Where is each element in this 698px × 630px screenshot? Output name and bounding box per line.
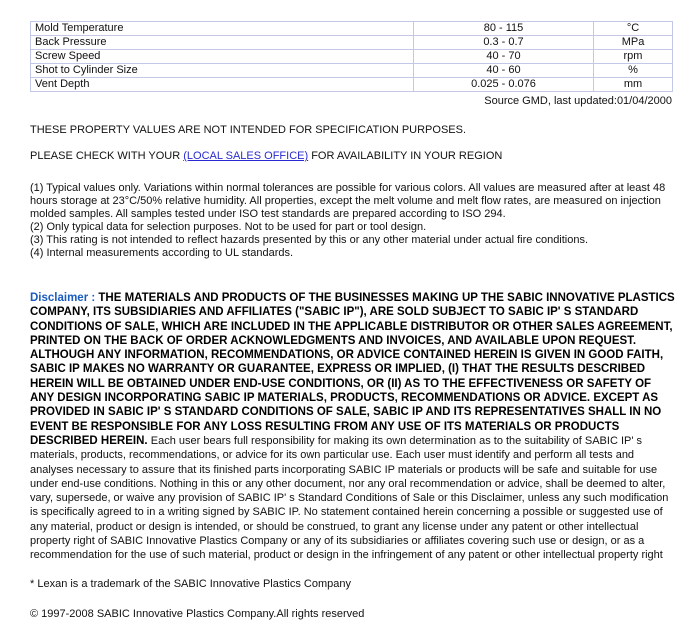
copyright-line: © 1997-2008 SABIC Innovative Plastics Company.All rights reserved [30,607,365,620]
footnote-4: (4) Internal measurements according to UL standards. [30,247,294,259]
property-name-cell: Shot to Cylinder Size [31,64,414,78]
disclaimer-bold-text: THE MATERIALS AND PRODUCTS OF THE BUSINESSES MAKING UP THE SABIC INNOVATIVE PLASTICS COMPANY, ITS SUBSIDIARIES AND AFFILIATES ("SABIC IP"), ARE SOLD SUBJECT TO SABIC IP' S STANDARD CONDITIONS OF SALE, WHICH ARE INCLUDED IN THE APPLICABLE DISTRIBUTOR OR OTHER SALES AGREEMENT, PRINTED ON THE BACK OF ORDER ACKNOWLEDGMENTS AND INVOICES, AND AVAILABLE UPON REQUEST. ALTHOUGH ANY INFORMATION, RECOMMENDATIONS, OR ADVICE CONTAINED HEREIN IS GIVEN IN GOOD FAITH, SABIC IP MAKES NO WARRANTY OR GUARANTEE, EXPRESS OR IMPLIED, (I) THAT THE RESULTS DESCRIBED HEREIN WILL BE OBTAINED UNDER END-USE CONDITIONS, OR (II) AS TO THE EFFECTIVENESS OR SAFETY OF ANY DESIGN INCORPORATING SABIC IP MATERIALS, PRODUCTS, RECOMMENDATIONS OR ADVICE. EXCEPT AS PROVIDED IN SABIC IP' S STANDARD CONDITIONS OF SALE, SABIC IP AND ITS REPRESENTATIVES SHALL IN NO EVENT BE RESPONSIBLE FOR ANY LOSS RESULTING FROM ANY USE OF ITS MATERIALS OR PRODUCTS DESCRIBED HEREIN. [30,292,675,447]
source-note: Source GMD, last updated:01/04/2000 [484,95,672,107]
table-row [31,64,673,78]
property-unit-cell: % [594,64,673,78]
legal-disclaimer [30,291,676,563]
footnote-1: (1) Typical values only. Variations within normal tolerances are possible for various colors. All values are measured after at least 48 hours storage at 23°C/50% relative humidity. All properties, except the melt volume and melt flow rates, are measured on injection molded samples. All samples tested under ISO test standards are prepared according to ISO 294. [30,182,666,220]
table-row [31,36,673,50]
table-row [31,50,673,64]
disclaimer-label: Disclaimer : [30,292,96,304]
property-name-cell: Back Pressure [31,36,414,50]
footnotes-block [30,182,675,260]
specification-disclaimer-statement: THESE PROPERTY VALUES ARE NOT INTENDED FOR SPECIFICATION PURPOSES. [30,124,467,136]
property-value-cell: 0.025 - 0.076 [414,78,594,92]
footnote-2: (2) Only typical data for selection purposes. Not to be used for part or tool design. [30,221,427,233]
processing-parameters-table [30,21,673,92]
availability-statement [30,150,672,163]
availability-statement-prefix: PLEASE CHECK WITH YOUR [30,150,181,162]
property-unit-cell: mm [594,78,673,92]
property-unit-cell: MPa [594,36,673,50]
property-name-cell: Mold Temperature [31,22,414,36]
property-unit-cell: °C [594,22,673,36]
property-value-cell: 80 - 115 [414,22,594,36]
property-name-cell: Screw Speed [31,50,414,64]
disclaimer-regular-text: Each user bears full responsibility for making its own determination as to the suitability of SABIC IP' s materials, products, recommendations, or advice for its own particular use. Each user must identify and perform all tests and analyses necessary to assure that its finished parts incorporating SABIC IP materials or products will be safe and suitable for use under end-use conditions. Nothing in this or any other document, nor any oral recommendation or advice, shall be deemed to alter, vary, supersede, or waive any provision of SABIC IP' s Standard Conditions of Sale or this Disclaimer, unless any such modification is specifically agreed to in a writing signed by SABIC IP. No statement contained herein concerning a possible or suggested use of any material, product or design is intended, or should be construed, to grant any license under any patent or other intellectual property right of SABIC Innovative Plastics Company or any of its subsidiaries or affiliates covering such use or design, or as a recommendation for the use of such material, product or design in the infringement of any patent or other intellectual property right [30,434,669,562]
trademark-note: * Lexan is a trademark of the SABIC Innovative Plastics Company [30,577,351,590]
local-sales-office-link[interactable]: (LOCAL SALES OFFICE) [183,150,309,162]
availability-statement-suffix: FOR AVAILABILITY IN YOUR REGION [311,150,503,162]
property-value-cell: 40 - 70 [414,50,594,64]
property-value-cell: 0.3 - 0.7 [414,36,594,50]
table-row [31,22,673,36]
table-row [31,78,673,92]
property-unit-cell: rpm [594,50,673,64]
property-name-cell: Vent Depth [31,78,414,92]
property-value-cell: 40 - 60 [414,64,594,78]
footnote-3: (3) This rating is not intended to reflect hazards presented by this or any other material under actual fire conditions. [30,234,589,246]
